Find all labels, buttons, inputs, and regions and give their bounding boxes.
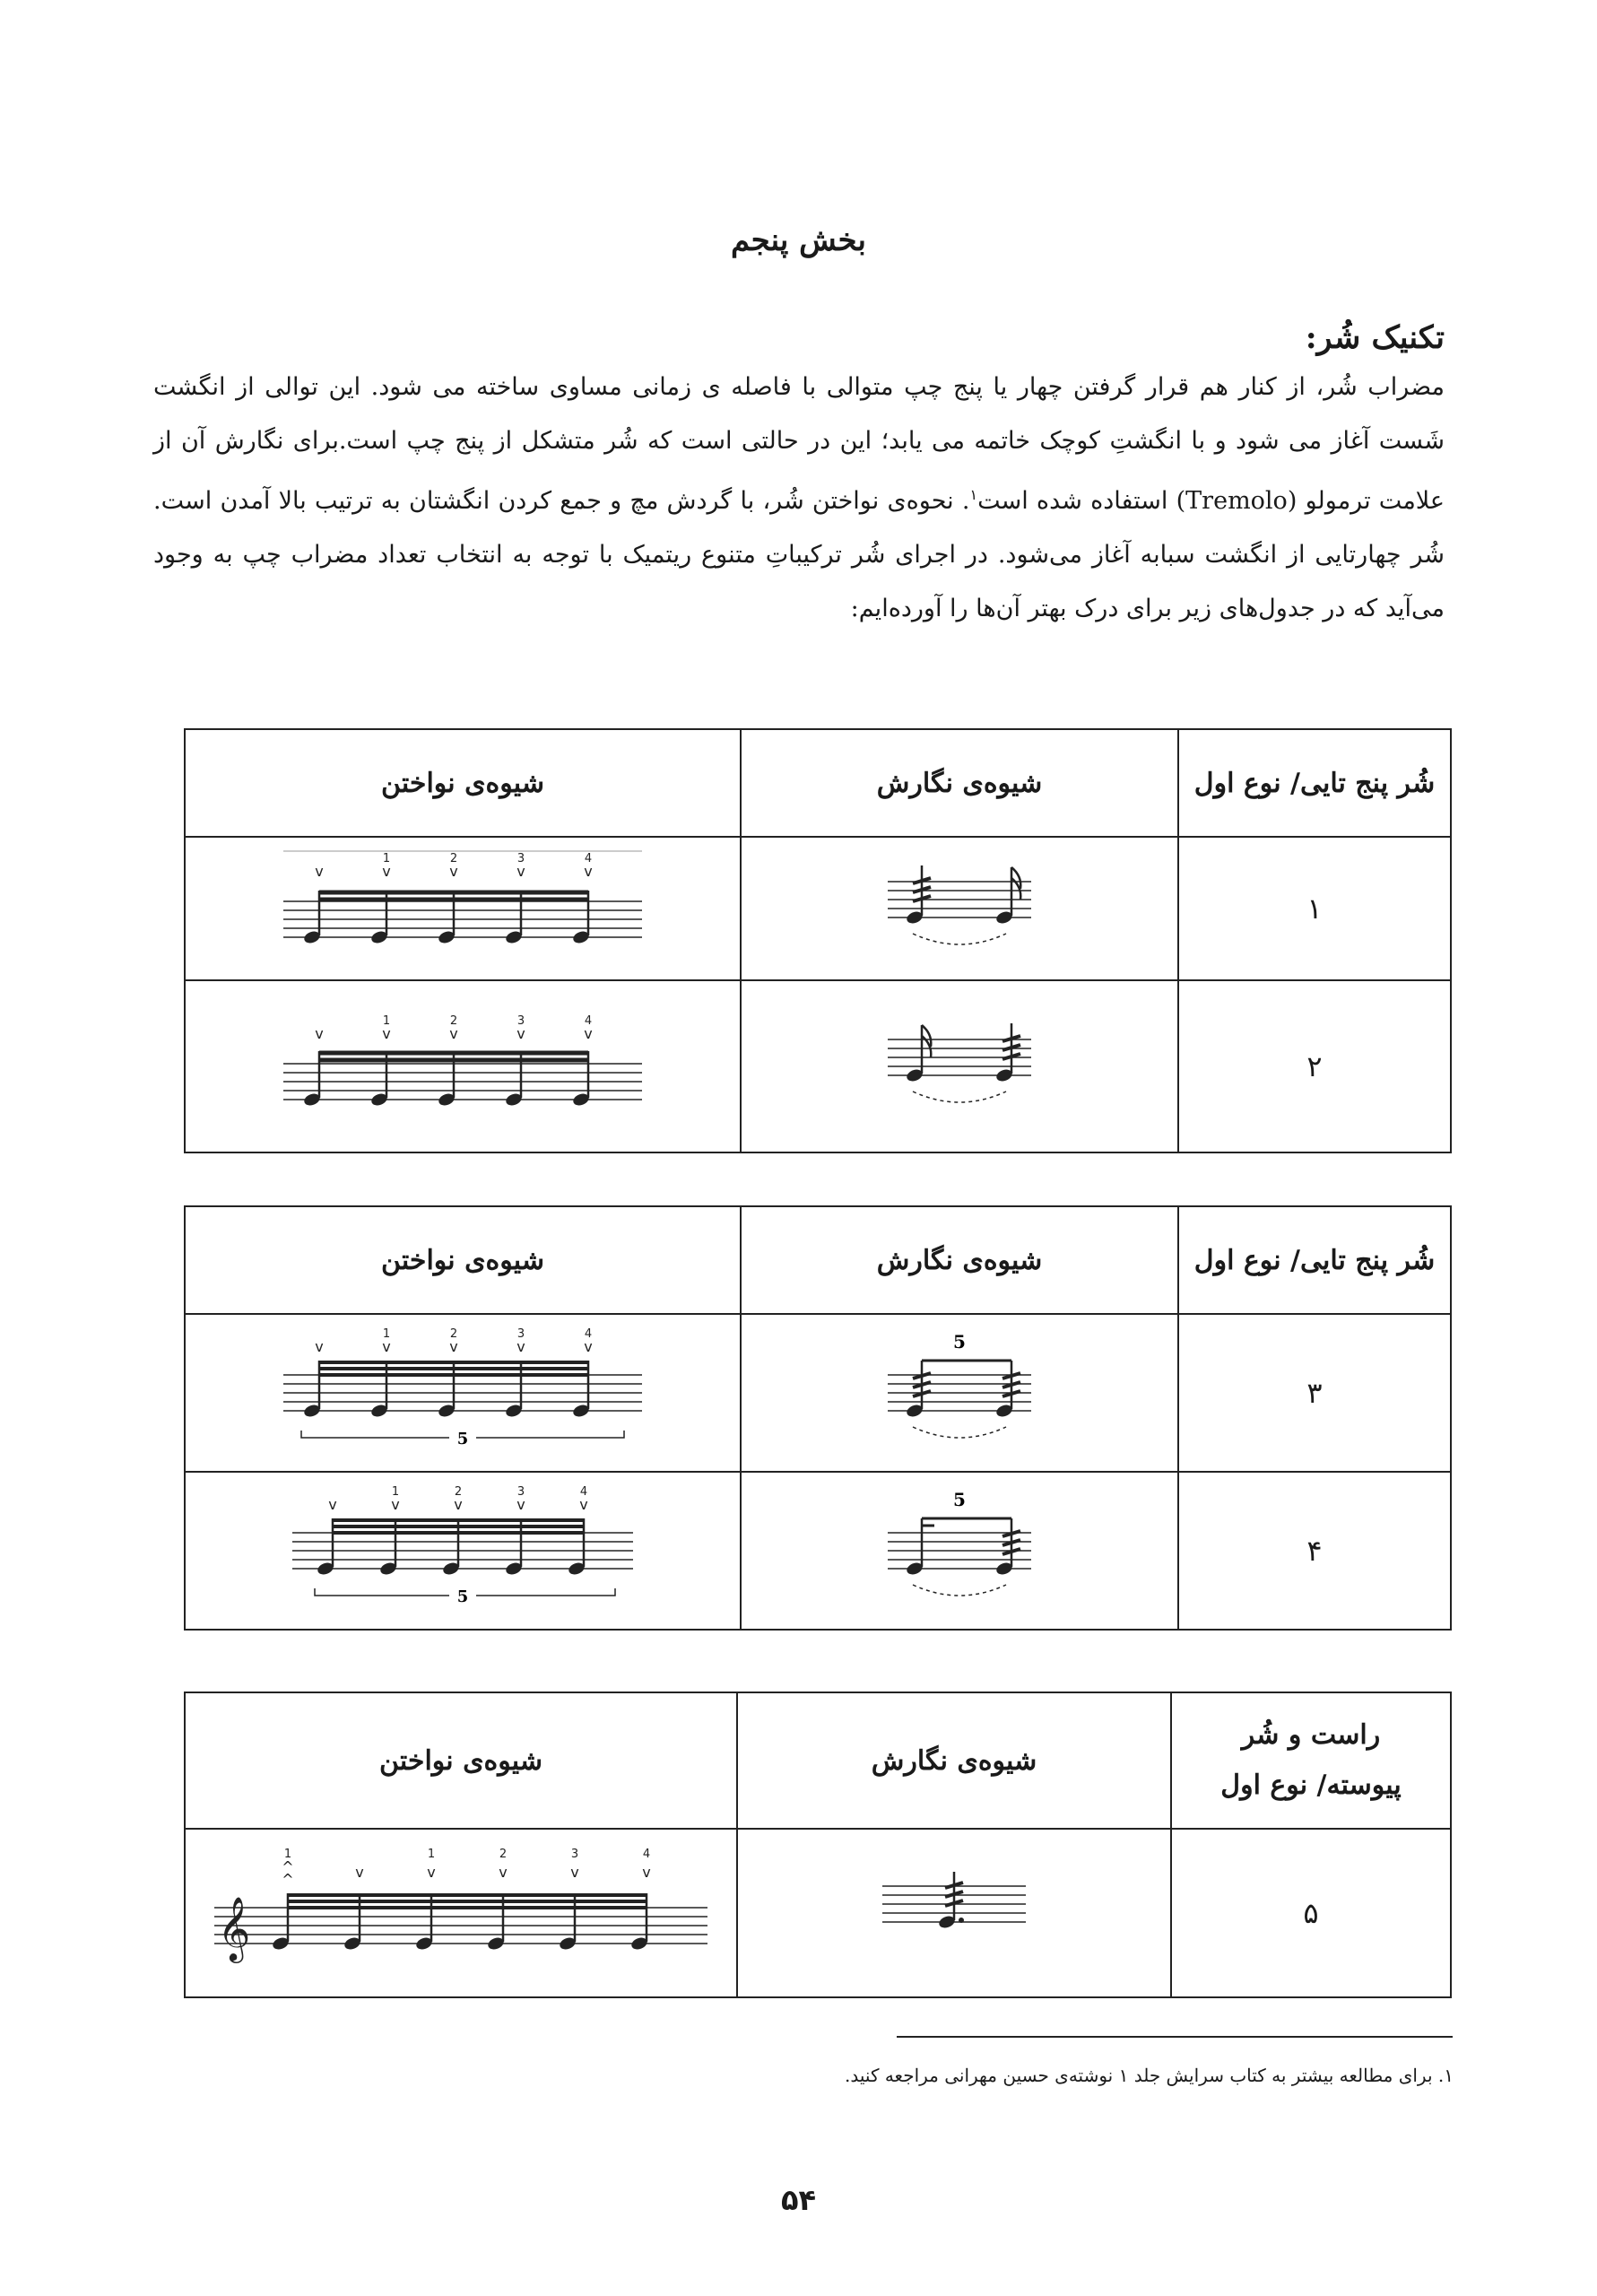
stroke-down-icon: v bbox=[315, 1338, 324, 1355]
stroke-down-icon: v bbox=[584, 1338, 593, 1355]
row-number: ۳ bbox=[1178, 1314, 1451, 1472]
notation-figure bbox=[864, 1850, 1044, 1976]
finger-number: 1 bbox=[382, 1327, 391, 1341]
finger-number: 1 bbox=[382, 852, 391, 865]
finger-number: 4 bbox=[584, 1014, 593, 1028]
finger-number: 2 bbox=[499, 1848, 508, 1861]
chapter-title: بخش پنجم bbox=[731, 222, 866, 258]
stroke-down-icon: v bbox=[449, 863, 458, 880]
section-title: تکنیک شُر: bbox=[1305, 319, 1445, 356]
footnote: ۱. برای مطالعه بیشتر به کتاب سرایش جلد ۱ نوشته‌ی حسین مهرانی مراجعه کنید. bbox=[845, 2065, 1454, 2086]
performance-figure bbox=[274, 1321, 651, 1465]
tuplet-number: 5 bbox=[953, 1489, 966, 1510]
stroke-up-icon: ^ bbox=[282, 1858, 294, 1875]
finger-number: 3 bbox=[516, 852, 525, 865]
finger-number: 2 bbox=[449, 1014, 458, 1028]
stroke-down-icon: v bbox=[516, 1496, 525, 1513]
finger-number: 3 bbox=[516, 1014, 525, 1028]
notation-figure bbox=[870, 1321, 1049, 1465]
notation-cell bbox=[737, 1829, 1171, 1997]
finger-number: 4 bbox=[642, 1848, 651, 1861]
stroke-down-icon: v bbox=[382, 1338, 391, 1355]
notation-cell bbox=[741, 980, 1178, 1152]
stroke-down-icon: v bbox=[642, 1864, 651, 1881]
table-row bbox=[185, 1829, 1451, 1997]
technique-table-2 bbox=[184, 1205, 1452, 1631]
performance-cell bbox=[185, 1314, 741, 1472]
stroke-down-icon: v bbox=[584, 863, 593, 880]
paragraph-part-2: . نحوه‌ی نواختن شُر، با گردش مچ و جمع کردن انگشتان به ترتیب بالا آمدن است. شُر چهارتایی از انگشت سبابه آغاز می‌شود. در اجرای شُر ترکیباتِ متنوع ریتمیک با توجه به انتخاب تعداد مضراب چپ به وجود می‌آید که در جدول‌های زیر برای درک بهتر آن‌ها را آورده‌ایم: bbox=[153, 487, 1445, 622]
stroke-down-icon: v bbox=[499, 1864, 508, 1881]
notation-figure bbox=[870, 1004, 1049, 1129]
row-number: ۵ bbox=[1171, 1829, 1451, 1997]
notation-figure bbox=[870, 1479, 1049, 1622]
stroke-down-icon: v bbox=[454, 1496, 463, 1513]
stroke-down-icon: v bbox=[570, 1864, 579, 1881]
stroke-up-icon: ^ bbox=[282, 1871, 294, 1888]
row-number: ۲ bbox=[1178, 980, 1451, 1152]
finger-number: 1 bbox=[391, 1485, 400, 1499]
performance-cell bbox=[185, 1829, 737, 1997]
finger-number: 2 bbox=[449, 1327, 458, 1341]
table-row bbox=[185, 980, 1451, 1152]
technique-table-1 bbox=[184, 728, 1452, 1153]
stroke-down-icon: v bbox=[516, 1338, 525, 1355]
header-performance: شیوه‌ی نواختن bbox=[185, 729, 741, 837]
stroke-down-icon: v bbox=[355, 1864, 364, 1881]
stroke-down-icon: v bbox=[315, 1025, 324, 1042]
footnote-ref[interactable]: ۱ bbox=[969, 486, 978, 503]
header-type: شُر پنج تایی/ نوع اول bbox=[1178, 1206, 1451, 1314]
finger-number: 1 bbox=[427, 1848, 436, 1861]
finger-number: 1 bbox=[283, 1848, 292, 1861]
finger-number: 4 bbox=[579, 1485, 588, 1499]
notation-cell bbox=[741, 837, 1178, 980]
row-number: ۴ bbox=[1178, 1472, 1451, 1630]
stroke-down-icon: v bbox=[579, 1496, 588, 1513]
table-row bbox=[185, 837, 1451, 980]
header-notation: شیوه‌ی نگارش bbox=[741, 729, 1178, 837]
performance-figure bbox=[274, 1479, 651, 1622]
paragraph-part-1: مضراب شُر، از کنار هم قرار گرفتن چهار یا پنج چپ متوالی با فاصله ی زمانی مساوی ساخته می شود. این توالی از انگشت شَست آغاز می شود و با انگشتِ کوچک خاتمه می یابد؛ این در حالتی است که شُر متشکل از پنج چپ است.برای نگارش آن از علامت ترمولو (Tremolo) استفاده شده است bbox=[153, 373, 1445, 515]
header-type: شُر پنج تایی/ نوع اول bbox=[1178, 729, 1451, 837]
stroke-down-icon: v bbox=[584, 1025, 593, 1042]
finger-number: 4 bbox=[584, 852, 593, 865]
finger-number: 2 bbox=[454, 1485, 463, 1499]
header-performance: شیوه‌ی نواختن bbox=[185, 1692, 737, 1829]
tuplet-number: 5 bbox=[953, 1331, 966, 1352]
header-notation: شیوه‌ی نگارش bbox=[737, 1692, 1171, 1829]
technique-table-3 bbox=[184, 1692, 1452, 1998]
stroke-down-icon: v bbox=[516, 863, 525, 880]
performance-figure bbox=[274, 999, 651, 1134]
performance-cell bbox=[185, 837, 741, 980]
treble-clef-icon: 𝄞 bbox=[217, 1895, 251, 1961]
stroke-down-icon: v bbox=[427, 1864, 436, 1881]
performance-figure bbox=[274, 846, 651, 971]
finger-number: 4 bbox=[584, 1327, 593, 1341]
stroke-down-icon: v bbox=[315, 863, 324, 880]
stroke-down-icon: v bbox=[328, 1496, 337, 1513]
stroke-down-icon: v bbox=[382, 863, 391, 880]
page-number: ۵۴ bbox=[780, 2183, 817, 2217]
stroke-down-icon: v bbox=[382, 1025, 391, 1042]
performance-cell bbox=[185, 1472, 741, 1630]
tuplet-number: 5 bbox=[456, 1430, 469, 1448]
finger-number: 3 bbox=[516, 1327, 525, 1341]
finger-number: 1 bbox=[382, 1014, 391, 1028]
table-row bbox=[185, 1472, 1451, 1630]
finger-number: 3 bbox=[516, 1485, 525, 1499]
notation-cell bbox=[741, 1314, 1178, 1472]
performance-cell bbox=[185, 980, 741, 1152]
header-performance: شیوه‌ی نواختن bbox=[185, 1206, 741, 1314]
body-paragraph bbox=[153, 361, 1445, 636]
stroke-down-icon: v bbox=[449, 1025, 458, 1042]
tuplet-number: 5 bbox=[456, 1587, 469, 1606]
performance-figure bbox=[205, 1841, 716, 1985]
finger-number: 3 bbox=[570, 1848, 579, 1861]
table-row bbox=[185, 1314, 1451, 1472]
finger-number: 2 bbox=[449, 852, 458, 865]
row-number: ۱ bbox=[1178, 837, 1451, 980]
notation-cell bbox=[741, 1472, 1178, 1630]
header-type: راست و شُر پیوسته/ نوع اول bbox=[1171, 1692, 1451, 1829]
header-notation: شیوه‌ی نگارش bbox=[741, 1206, 1178, 1314]
stroke-down-icon: v bbox=[449, 1338, 458, 1355]
footnote-divider bbox=[897, 2036, 1453, 2038]
stroke-down-icon: v bbox=[391, 1496, 400, 1513]
stroke-down-icon: v bbox=[516, 1025, 525, 1042]
notation-figure bbox=[870, 846, 1049, 971]
